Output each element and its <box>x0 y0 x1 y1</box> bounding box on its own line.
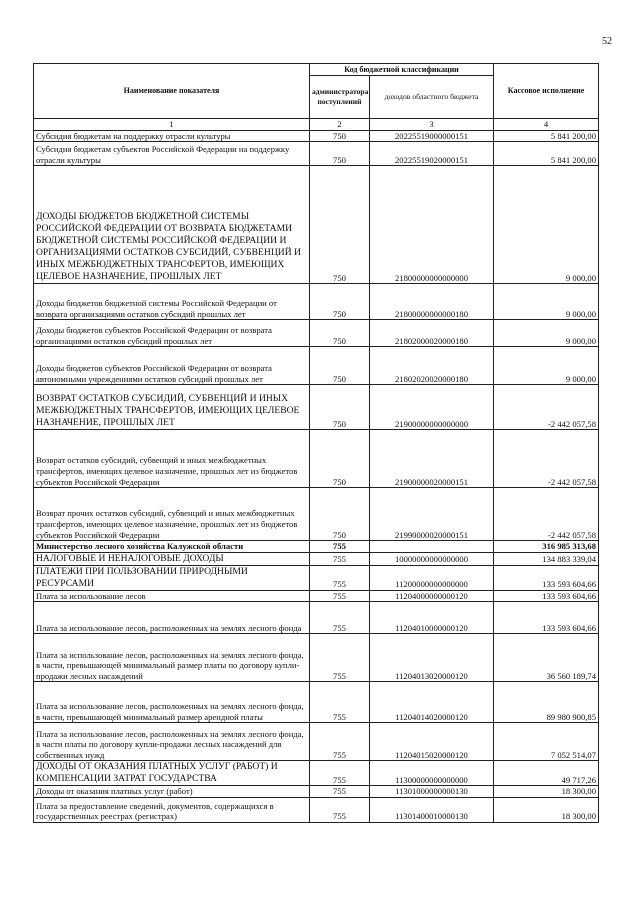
row-name: Плата за использование лесов, расположенных на землях лесного фонда, в части, превышающей минимальный размер арендной платы <box>34 682 310 723</box>
row-income-code: 11204000000000120 <box>370 590 494 602</box>
row-amount: 18 300,00 <box>494 797 599 822</box>
row-admin-code: 755 <box>310 590 370 602</box>
row-admin-code: 755 <box>310 634 370 682</box>
row-admin-code: 755 <box>310 682 370 723</box>
row-amount: 133 593 604,66 <box>494 602 599 634</box>
row-name: Плата за предоставление сведений, документов, содержащихся в государственных реестрах (регистрах) <box>34 797 310 822</box>
row-income-code: 21900000020000151 <box>370 430 494 488</box>
row-name: ДОХОДЫ ОТ ОКАЗАНИЯ ПЛАТНЫХ УСЛУГ (РАБОТ) И КОМПЕНСАЦИИ ЗАТРАТ ГОСУДАРСТВА <box>34 761 310 786</box>
row-income-code: 20225519000000151 <box>370 130 494 142</box>
row-admin-code: 755 <box>310 761 370 786</box>
row-name: Доходы от оказания платных услуг (работ) <box>34 786 310 798</box>
row-name: ДОХОДЫ БЮДЖЕТОВ БЮДЖЕТНОЙ СИСТЕМЫ РОССИЙСКОЙ ФЕДЕРАЦИИ ОТ ВОЗВРАТА БЮДЖЕТАМИ БЮДЖЕТНОЙ СИСТЕМЫ РОССИЙСКОЙ ФЕДЕРАЦИИ И ОРГАНИЗАЦИЯМИ ОСТАТКОВ СУБСИДИЙ, СУБВЕНЦИЙ И ИНЫХ МЕЖБЮДЖЕТНЫХ ТРАНСФЕРТОВ, ИМЕЮЩИХ ЦЕЛЕВОЕ НАЗНАЧЕНИЕ, ПРОШЛЫХ ЛЕТ <box>34 166 310 284</box>
row-income-code: 21802000020000180 <box>370 320 494 347</box>
row-income-code: 11301000000000130 <box>370 786 494 798</box>
row-income-code: 10000000000000000 <box>370 552 494 565</box>
row-income-code: 11300000000000000 <box>370 761 494 786</box>
table-row <box>34 130 599 142</box>
row-amount: 9 000,00 <box>494 166 599 284</box>
row-amount: 89 980 900,85 <box>494 682 599 723</box>
budget-table <box>33 63 599 823</box>
row-income-code: 11204010000000120 <box>370 602 494 634</box>
row-income-code: 11200000000000000 <box>370 565 494 590</box>
row-name: Доходы бюджетов бюджетной системы Российской Федерации от возврата организациями остатков субсидий прошлых лет <box>34 284 310 320</box>
row-admin-code: 755 <box>310 723 370 761</box>
table-row <box>34 786 599 798</box>
row-name: Плата за использование лесов, расположенных на землях лесного фонда <box>34 602 310 634</box>
row-admin-code: 750 <box>310 142 370 166</box>
row-income-code: 21900000000000000 <box>370 385 494 430</box>
table-row <box>34 385 599 430</box>
row-amount: -2 442 057,58 <box>494 488 599 541</box>
table-row <box>34 634 599 682</box>
row-name: Субсидия бюджетам на поддержку отрасли культуры <box>34 130 310 142</box>
row-income-code: 11204013020000120 <box>370 634 494 682</box>
row-name: ВОЗВРАТ ОСТАТКОВ СУБСИДИЙ, СУБВЕНЦИЙ И ИНЫХ МЕЖБЮДЖЕТНЫХ ТРАНСФЕРТОВ, ИМЕЮЩИХ ЦЕЛЕВОЕ НАЗНАЧЕНИЕ, ПРОШЛЫХ ЛЕТ <box>34 385 310 430</box>
row-amount: 7 052 514,07 <box>494 723 599 761</box>
row-income-code: 21802020020000180 <box>370 347 494 385</box>
row-name: Субсидия бюджетам субъектов Российской Федерации на поддержку отрасли культуры <box>34 142 310 166</box>
table-row <box>34 430 599 488</box>
row-amount: 9 000,00 <box>494 320 599 347</box>
row-admin-code: 750 <box>310 488 370 541</box>
row-name: Плата за использование лесов, расположенных на землях лесного фонда, в части платы по договору купли-продажи лесных насаждений для собственных нужд <box>34 723 310 761</box>
row-name: Возврат остатков субсидий, субвенций и иных межбюджетных трансфертов, имеющих целевое назначение, прошлых лет из бюджетов субъектов Российской Федерации <box>34 430 310 488</box>
row-income-code: 21990000020000151 <box>370 488 494 541</box>
table-row <box>34 552 599 565</box>
row-admin-code: 755 <box>310 786 370 798</box>
row-admin-code: 750 <box>310 430 370 488</box>
header-admin: администратора поступлений <box>310 76 370 119</box>
row-amount: 134 883 339,04 <box>494 552 599 565</box>
table-row <box>34 488 599 541</box>
row-amount: 133 593 604,66 <box>494 565 599 590</box>
row-admin-code: 755 <box>310 797 370 822</box>
row-income-code: 11204014020000120 <box>370 682 494 723</box>
row-admin-code: 755 <box>310 602 370 634</box>
table-row <box>34 541 599 553</box>
table-row <box>34 723 599 761</box>
table-row <box>34 142 599 166</box>
header-execution: Кассовое исполнение <box>494 64 599 119</box>
row-amount: 9 000,00 <box>494 284 599 320</box>
row-income-code: 21800000000000180 <box>370 284 494 320</box>
page-number: 52 <box>602 36 612 47</box>
row-name: Плата за использование лесов, расположенных на землях лесного фонда, в части, превышающей минимальный размер платы по договору купли-продажи лесных насаждений <box>34 634 310 682</box>
row-name: Плата за использование лесов <box>34 590 310 602</box>
col-number-2: 2 <box>310 119 370 131</box>
header-indicator: Наименование показателя <box>34 64 310 119</box>
row-amount: 18 300,00 <box>494 786 599 798</box>
table-row <box>34 761 599 786</box>
row-amount: 9 000,00 <box>494 347 599 385</box>
row-amount: 5 841 200,00 <box>494 142 599 166</box>
row-admin-code: 750 <box>310 347 370 385</box>
col-number-3: 3 <box>370 119 494 131</box>
row-amount: 316 985 313,68 <box>494 541 599 553</box>
row-name: Доходы бюджетов субъектов Российской Федерации от возврата организациями остатков субсидий прошлых лет <box>34 320 310 347</box>
row-amount: 36 560 189,74 <box>494 634 599 682</box>
row-admin-code: 750 <box>310 284 370 320</box>
row-admin-code: 755 <box>310 565 370 590</box>
table-row <box>34 682 599 723</box>
row-admin-code: 750 <box>310 385 370 430</box>
table-row <box>34 590 599 602</box>
row-amount: 49 717,26 <box>494 761 599 786</box>
row-name: Возврат прочих остатков субсидий, субвенций и иных межбюджетных трансфертов, имеющих целевое назначение, прошлых лет из бюджетов субъектов Российской Федерации <box>34 488 310 541</box>
row-name: НАЛОГОВЫЕ И НЕНАЛОГОВЫЕ ДОХОДЫ <box>34 552 310 565</box>
row-income-code: 20225519020000151 <box>370 142 494 166</box>
row-amount: 5 841 200,00 <box>494 130 599 142</box>
row-name: Министерство лесного хозяйства Калужской области <box>34 541 310 553</box>
row-admin-code: 755 <box>310 541 370 553</box>
header-income: доходов областного бюджета <box>370 76 494 119</box>
row-income-code <box>370 541 494 553</box>
row-income-code: 11204015020000120 <box>370 723 494 761</box>
row-amount: 133 593 604,66 <box>494 590 599 602</box>
table-row <box>34 166 599 284</box>
header-bcc: Код бюджетной классификации <box>310 64 494 76</box>
row-admin-code: 750 <box>310 320 370 347</box>
row-name: ПЛАТЕЖИ ПРИ ПОЛЬЗОВАНИИ ПРИРОДНЫМИ РЕСУРСАМИ <box>34 565 310 590</box>
table-row <box>34 320 599 347</box>
row-name: Доходы бюджетов субъектов Российской Федерации от возврата автономными учреждениями остатков субсидий прошлых лет <box>34 347 310 385</box>
row-income-code: 11301400010000130 <box>370 797 494 822</box>
row-income-code: 21800000000000000 <box>370 166 494 284</box>
col-number-4: 4 <box>494 119 599 131</box>
row-admin-code: 750 <box>310 166 370 284</box>
table-row <box>34 797 599 822</box>
table-row <box>34 565 599 590</box>
row-admin-code: 755 <box>310 552 370 565</box>
table-row <box>34 347 599 385</box>
row-amount: -2 442 057,58 <box>494 430 599 488</box>
row-admin-code: 750 <box>310 130 370 142</box>
table-row <box>34 284 599 320</box>
table-row <box>34 602 599 634</box>
row-amount: -2 442 057,58 <box>494 385 599 430</box>
col-number-1: 1 <box>34 119 310 131</box>
